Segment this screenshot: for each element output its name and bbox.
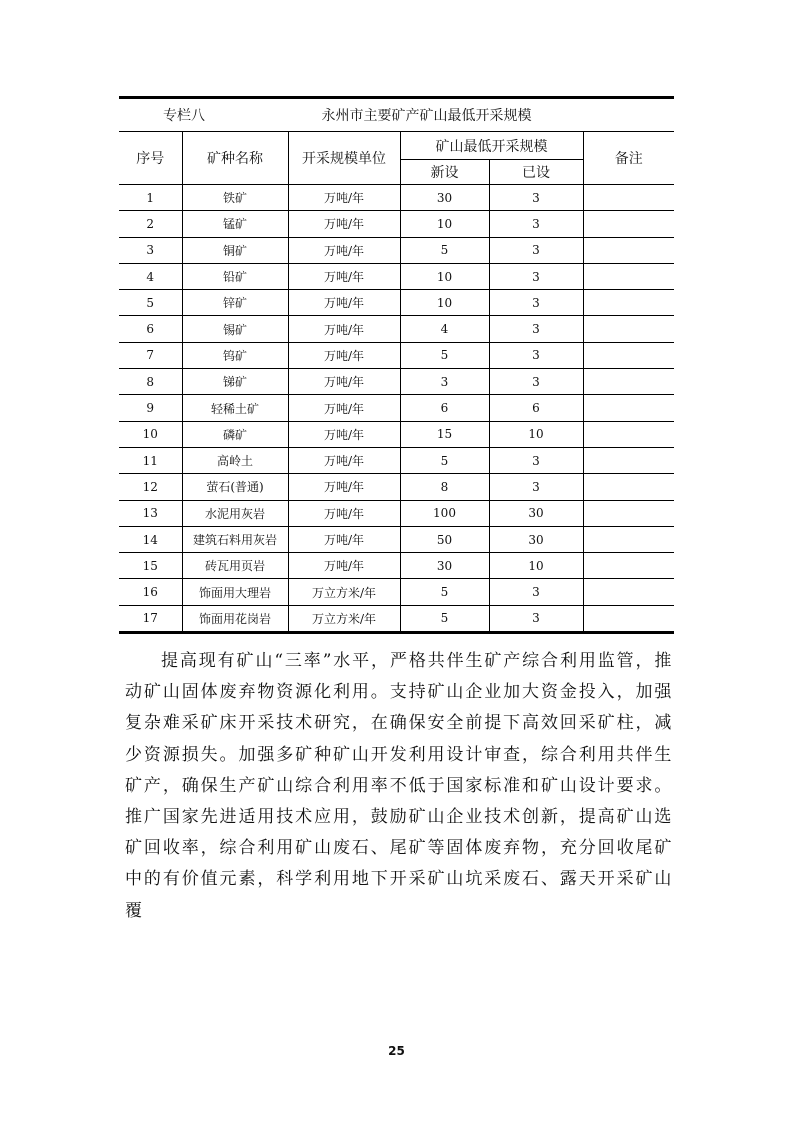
table-row [119,369,674,395]
cell-new: 6 [400,395,489,421]
cell-existing: 3 [489,185,583,211]
cell-seq: 1 [119,185,182,211]
cell-unit: 万吨/年 [288,290,400,316]
cell-remarks [583,290,674,316]
cell-remarks [583,342,674,368]
header-unit: 开采规模单位 [288,132,400,185]
cell-seq: 12 [119,474,182,500]
cell-existing: 30 [489,526,583,552]
cell-unit: 万吨/年 [288,421,400,447]
cell-existing: 6 [489,395,583,421]
body-paragraph: 提高现有矿山“三率”水平，严格共伴生矿产综合利用监管，推动矿山固体废弃物资源化利用。支持矿山企业加大资金投入，加强复杂难采矿床开采技术研究，在确保安全前提下高效回采矿柱，减少资源损失。加强多矿种矿山开发利用设计审查，综合利用共伴生矿产，确保生产矿山综合利用率不低于国家标准和矿山设计要求。推广国家先进适用技术应用，鼓励矿山企业技术创新，提高矿山选矿回收率，综合利用矿山废石、尾矿等固体废弃物，充分回收尾矿中的有价值元素，科学利用地下开采矿山坑采废石、露天开采矿山覆 [125,651,673,921]
header-mineral: 矿种名称 [182,132,288,185]
cell-new: 8 [400,474,489,500]
header-min-scale: 矿山最低开采规模 [400,132,583,160]
cell-unit: 万吨/年 [288,369,400,395]
header-new: 新设 [400,160,489,185]
cell-existing: 30 [489,500,583,526]
cell-remarks [583,500,674,526]
cell-remarks [583,237,674,263]
cell-new: 5 [400,342,489,368]
cell-existing: 3 [489,605,583,631]
cell-mineral: 高岭土 [182,447,288,473]
cell-mineral: 磷矿 [182,421,288,447]
cell-remarks [583,316,674,342]
cell-unit: 万吨/年 [288,237,400,263]
cell-remarks [583,605,674,631]
cell-existing: 3 [489,447,583,473]
cell-remarks [583,185,674,211]
cell-unit: 万吨/年 [288,316,400,342]
cell-unit: 万吨/年 [288,185,400,211]
cell-existing: 3 [489,263,583,289]
cell-seq: 7 [119,342,182,368]
header-remarks: 备注 [583,132,674,185]
cell-mineral: 铁矿 [182,185,288,211]
cell-existing: 3 [489,316,583,342]
table-row [119,421,674,447]
table-row [119,342,674,368]
cell-existing: 10 [489,421,583,447]
cell-mineral: 铅矿 [182,263,288,289]
cell-remarks [583,263,674,289]
cell-mineral: 锑矿 [182,369,288,395]
cell-existing: 10 [489,553,583,579]
cell-mineral: 饰面用花岗岩 [182,605,288,631]
cell-mineral: 铜矿 [182,237,288,263]
cell-seq: 14 [119,526,182,552]
cell-unit: 万吨/年 [288,553,400,579]
mining-scale-table [119,131,674,632]
cell-mineral: 水泥用灰岩 [182,500,288,526]
cell-unit: 万吨/年 [288,526,400,552]
cell-seq: 10 [119,421,182,447]
table-row [119,447,674,473]
cell-unit: 万吨/年 [288,342,400,368]
table-body [119,185,674,632]
cell-seq: 15 [119,553,182,579]
cell-existing: 3 [489,290,583,316]
column-label: 专栏八 [163,108,205,124]
cell-remarks [583,526,674,552]
table-row [119,474,674,500]
cell-remarks [583,395,674,421]
cell-seq: 8 [119,369,182,395]
cell-seq: 2 [119,211,182,237]
cell-new: 15 [400,421,489,447]
cell-unit: 万吨/年 [288,474,400,500]
table-row [119,395,674,421]
cell-existing: 3 [489,342,583,368]
cell-existing: 3 [489,369,583,395]
table-row [119,185,674,211]
cell-seq: 16 [119,579,182,605]
mining-scale-table-section [119,96,674,634]
page-number: 25 [388,1044,405,1058]
cell-unit: 万吨/年 [288,500,400,526]
cell-existing: 3 [489,237,583,263]
cell-seq: 13 [119,500,182,526]
cell-new: 4 [400,316,489,342]
cell-seq: 9 [119,395,182,421]
cell-mineral: 钨矿 [182,342,288,368]
cell-new: 100 [400,500,489,526]
cell-new: 50 [400,526,489,552]
cell-remarks [583,553,674,579]
cell-mineral: 锰矿 [182,211,288,237]
cell-new: 5 [400,237,489,263]
table-row [119,316,674,342]
cell-existing: 3 [489,474,583,500]
table-row [119,553,674,579]
cell-unit: 万吨/年 [288,395,400,421]
cell-remarks [583,211,674,237]
cell-mineral: 砖瓦用页岩 [182,553,288,579]
table-row [119,605,674,631]
table-row [119,579,674,605]
table-row [119,263,674,289]
cell-mineral: 饰面用大理岩 [182,579,288,605]
cell-remarks [583,474,674,500]
cell-remarks [583,447,674,473]
table-row [119,500,674,526]
table-bottom-rule [119,631,674,634]
cell-remarks [583,579,674,605]
cell-seq: 17 [119,605,182,631]
cell-new: 30 [400,185,489,211]
cell-new: 10 [400,290,489,316]
cell-new: 5 [400,447,489,473]
cell-remarks [583,369,674,395]
cell-seq: 5 [119,290,182,316]
cell-unit: 万吨/年 [288,447,400,473]
cell-mineral: 萤石(普通) [182,474,288,500]
cell-new: 10 [400,263,489,289]
cell-unit: 万吨/年 [288,211,400,237]
table-title: 永州市主要矿产矿山最低开采规模 [321,108,532,124]
cell-unit: 万立方米/年 [288,579,400,605]
table-row [119,526,674,552]
body-paragraph-block [125,646,673,927]
cell-mineral: 锌矿 [182,290,288,316]
cell-new: 10 [400,211,489,237]
cell-seq: 4 [119,263,182,289]
table-row [119,211,674,237]
cell-new: 5 [400,605,489,631]
cell-existing: 3 [489,211,583,237]
header-existing: 已设 [489,160,583,185]
cell-new: 5 [400,579,489,605]
cell-new: 30 [400,553,489,579]
cell-mineral: 锡矿 [182,316,288,342]
table-row [119,237,674,263]
cell-unit: 万立方米/年 [288,605,400,631]
cell-new: 3 [400,369,489,395]
cell-seq: 3 [119,237,182,263]
table-row [119,290,674,316]
cell-seq: 11 [119,447,182,473]
cell-unit: 万吨/年 [288,263,400,289]
cell-existing: 3 [489,579,583,605]
cell-mineral: 轻稀土矿 [182,395,288,421]
cell-seq: 6 [119,316,182,342]
cell-remarks [583,421,674,447]
cell-mineral: 建筑石料用灰岩 [182,526,288,552]
header-seq: 序号 [119,132,182,185]
table-caption [119,99,674,131]
